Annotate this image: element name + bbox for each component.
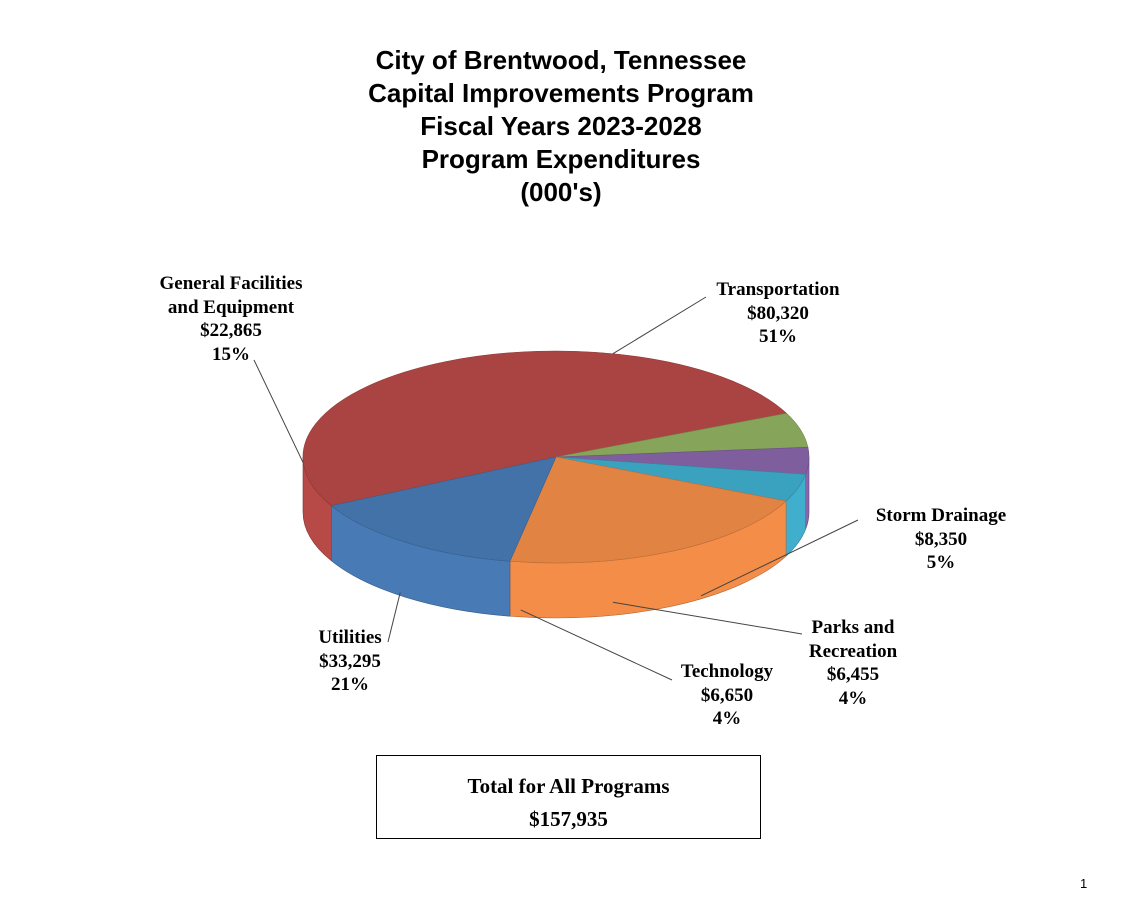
- slice-percent: 5%: [926, 552, 956, 573]
- slice-name: and Equipment: [167, 296, 295, 318]
- leader-line-parks-and-recreation: [613, 602, 802, 634]
- slice-label-utilities: [318, 626, 381, 697]
- total-box: [376, 755, 761, 839]
- pie-tops: [303, 351, 809, 563]
- slice-amount: $33,295: [319, 650, 381, 672]
- slice-name: Technology: [680, 661, 774, 682]
- slice-amount: $22,865: [200, 320, 262, 341]
- slice-percent: 21%: [330, 674, 369, 695]
- leader-line-transportation: [613, 297, 706, 354]
- slice-label-storm-drainage: [876, 504, 1006, 575]
- leader-line-utilities: [388, 593, 400, 642]
- slice-amount: $80,320: [747, 302, 809, 324]
- slice-percent: 51%: [758, 326, 797, 347]
- slice-label-general-facilities: [160, 272, 303, 366]
- page-number: 1: [1080, 876, 1088, 891]
- slice-percent: 15%: [211, 343, 250, 365]
- leader-line-general-facilities-and-equipment: [254, 360, 303, 463]
- slice-label-transportation: [716, 278, 839, 349]
- slice-name: Utilities: [318, 627, 382, 648]
- leader-line-technology: [521, 610, 672, 680]
- title-line: Program Expenditures: [421, 144, 701, 174]
- slice-percent: 4%: [838, 687, 868, 709]
- title-line: Fiscal Years 2023-2028: [420, 111, 702, 141]
- slice-label-technology: [681, 660, 773, 731]
- title-line: Capital Improvements Program: [368, 78, 754, 108]
- slice-label-parks-and-recreation: [809, 616, 897, 710]
- title-line: City of Brentwood, Tennessee: [375, 45, 747, 75]
- slice-amount: $6,455: [826, 664, 880, 685]
- slice-amount: $6,650: [700, 684, 754, 706]
- total-label: Total for All Programs: [467, 774, 670, 798]
- slice-percent: 4%: [712, 708, 742, 729]
- slice-name: Parks and: [811, 617, 895, 638]
- slice-name: General Facilities: [159, 273, 303, 294]
- title-line: (000's): [520, 177, 602, 207]
- slice-name: Storm Drainage: [875, 505, 1007, 526]
- slice-amount: $8,350: [914, 528, 968, 550]
- slice-name: Recreation: [808, 640, 898, 662]
- slice-name: Transportation: [716, 279, 840, 300]
- total-value: $157,935: [529, 807, 608, 831]
